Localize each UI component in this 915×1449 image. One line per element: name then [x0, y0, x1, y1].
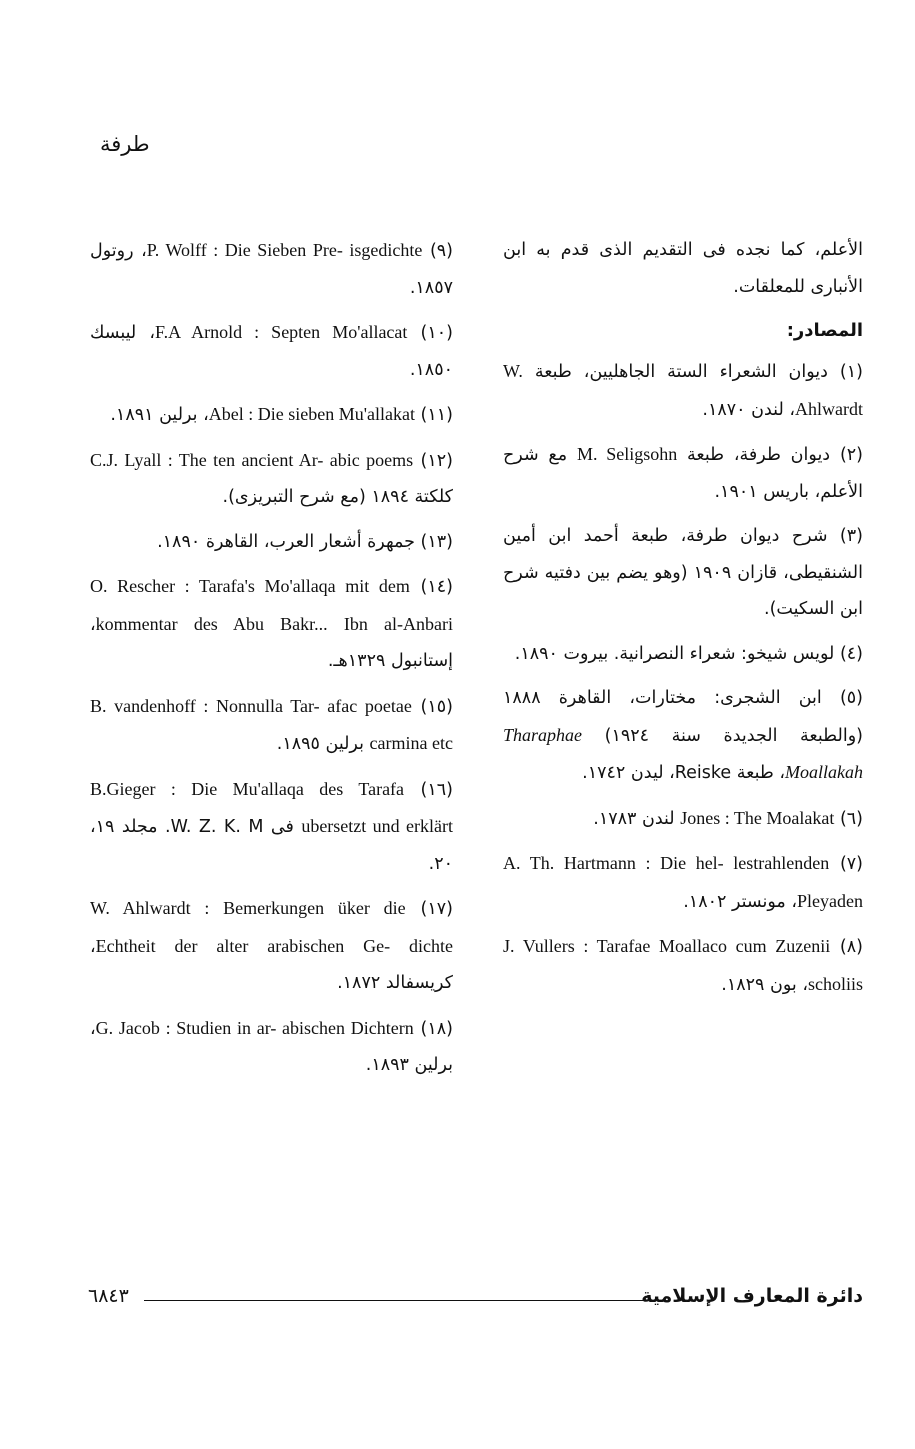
- entry-latin-text: Jones : The Moalakat: [680, 807, 835, 828]
- entry-arabic-tail: ، كريسفالد ١٨٧٢.: [90, 936, 453, 993]
- source-entry: [90, 524, 453, 561]
- entry-latin-text: M. Seligsohn: [576, 444, 678, 464]
- entry-latin-text: Abel : Die sieben Mu'allakat: [208, 404, 415, 424]
- source-entry: [503, 680, 863, 792]
- entry-arabic-tail: ، طبعة Reiske، ليدن ١٧٤٢.: [582, 763, 785, 783]
- entry-latin-title: Tharaphae Moallakah: [503, 724, 863, 782]
- source-entry: [90, 396, 453, 434]
- entry-latin-text: B.Gieger : Die Mu'allaqa des Tarafa ubersetzt und erklärt: [90, 778, 454, 836]
- entry-arabic-tail: كلكتة ١٨٩٤ (مع شرح التبريزى).: [222, 487, 453, 507]
- source-entry: [90, 232, 453, 306]
- page-header-title: طرفة: [100, 132, 150, 156]
- entry-arabic-tail: ، إستانبول ١٣٢٩هـ.: [90, 614, 453, 671]
- page-number: ٦٨٤٣: [88, 1285, 129, 1307]
- entry-arabic-tail: لندن ١٧٨٣.: [593, 808, 675, 829]
- sources-heading: المصادر:: [786, 320, 863, 341]
- entry-number: (٣): [839, 526, 863, 546]
- entry-number: (١٨): [420, 1018, 453, 1039]
- source-entry: [503, 845, 863, 920]
- entry-number: (١١): [420, 405, 453, 425]
- source-entry: [90, 688, 453, 763]
- entry-arabic-text: جمهرة أشعار العرب، القاهرة ١٨٩٠.: [157, 531, 415, 552]
- entry-number: (١٥): [420, 696, 453, 717]
- entry-latin-text: C.J. Lyall : The ten ancient Ar- abic poems: [90, 449, 414, 470]
- entry-latin-text: W. Ahlwardt: [503, 361, 863, 419]
- entry-number: (١٦): [420, 779, 453, 800]
- entry-number: (٨): [839, 937, 863, 957]
- entry-arabic-tail: ، برلين ١٨٩٣.: [90, 1018, 453, 1075]
- entry-arabic-tail: ، مونستر ١٨٠٢.: [683, 891, 798, 912]
- entry-latin-text: O. Rescher : Tarafa's Mo'allaqa mit dem kommentar des Abu Bakr... Ibn al-Anbari: [90, 576, 453, 634]
- source-entry: [503, 636, 863, 673]
- entry-arabic-tail: برلين ١٨٩٥.: [276, 734, 364, 754]
- entry-number: (١): [839, 362, 863, 382]
- entry-arabic-tail: مع شرح الأعلم، باريس ١٩٠١.: [503, 445, 863, 502]
- source-entry: [503, 518, 863, 628]
- entry-arabic-text: لويس شيخو: شعراء النصرانية. بيروت ١٨٩٠.: [514, 643, 835, 664]
- entry-number: (١٠): [420, 323, 453, 343]
- entry-number: (٢): [839, 445, 863, 465]
- entry-latin-text: G. Jacob : Studien in ar- abischen Dichtern: [95, 1017, 414, 1038]
- entry-arabic-tail: ، بون ١٨٢٩.: [721, 974, 808, 995]
- entry-number: (٧): [839, 854, 863, 874]
- footer-rule: [144, 1300, 653, 1301]
- entry-number: (١٧): [420, 899, 453, 919]
- encyclopedia-name: دائرة المعارف الإسلامية: [641, 1285, 863, 1307]
- entry-arabic-tail: ، لندن ١٨٧٠.: [702, 399, 796, 420]
- entry-arabic-tail: فى W. Z. K. M. مجلد ١٩، ٢٠.: [90, 817, 453, 874]
- entry-latin-text: A. Th. Hartmann : Die hel- lestrahlenden Pleyaden: [503, 853, 863, 911]
- entry-arabic-tail: ، ليبسك ١٨٥٠.: [90, 323, 453, 380]
- entry-number: (٩): [429, 241, 453, 261]
- source-entry: [90, 890, 453, 1002]
- source-entry: [503, 800, 863, 838]
- source-entry: [90, 1010, 453, 1084]
- entry-latin-text: B. vandenhoff : Nonnulla Tar- afac poetae carmina etc: [90, 695, 453, 753]
- entry-arabic-tail: ، روتول ١٨٥٧.: [90, 241, 453, 298]
- entry-number: (٤): [839, 643, 863, 664]
- entry-latin-text: W. Ahlwardt : Bemerkungen üker die Echtheit der alter arabischen Ge- dichte: [90, 898, 453, 956]
- source-entry: [90, 442, 453, 516]
- right-column: [503, 232, 863, 1011]
- entry-number: (١٢): [420, 450, 453, 471]
- entry-number: (٥): [839, 688, 863, 708]
- entry-arabic-text: ابن الشجرى: مختارات، القاهرة ١٨٨٨ (والطبعة الجديدة سنة ١٩٢٤): [503, 688, 863, 746]
- entry-number: (٦): [839, 808, 863, 829]
- intro-paragraph: الأعلم، كما نجده فى التقديم الذى قدم به ابن الأنبارى للمعلقات.: [503, 240, 863, 297]
- entry-latin-text: J. Vullers : Tarafae Moallaco cum Zuzenii scholiis: [503, 936, 863, 994]
- source-entry: [90, 568, 453, 680]
- source-entry: [503, 353, 863, 428]
- entry-latin-text: F.A Arnold : Septen Mo'allacat: [155, 322, 408, 342]
- entry-number: (١٣): [420, 531, 453, 552]
- entry-latin-text: P. Wolff : Die Sieben Pre- isgedichte: [146, 240, 423, 260]
- left-column: [90, 232, 453, 1092]
- entry-arabic-tail: ، برلين ١٨٩١.: [110, 405, 209, 425]
- source-entry: [90, 771, 453, 883]
- source-entry: [90, 314, 453, 388]
- source-entry: [503, 436, 863, 510]
- entry-arabic-text: ديوان طرفة، طبعة: [687, 445, 831, 465]
- entry-arabic-text: شرح ديوان طرفة، طبعة أحمد ابن أمين الشنقيطى، قازان ١٩٠٩ (وهو يضم بين دفتيه شرح ابن السكيت).: [503, 526, 863, 619]
- source-entry: [503, 928, 863, 1003]
- entry-number: (١٤): [420, 577, 453, 597]
- page-footer: [88, 1285, 863, 1315]
- entry-arabic-text: ديوان الشعراء الستة الجاهليين، طبعة: [534, 362, 828, 382]
